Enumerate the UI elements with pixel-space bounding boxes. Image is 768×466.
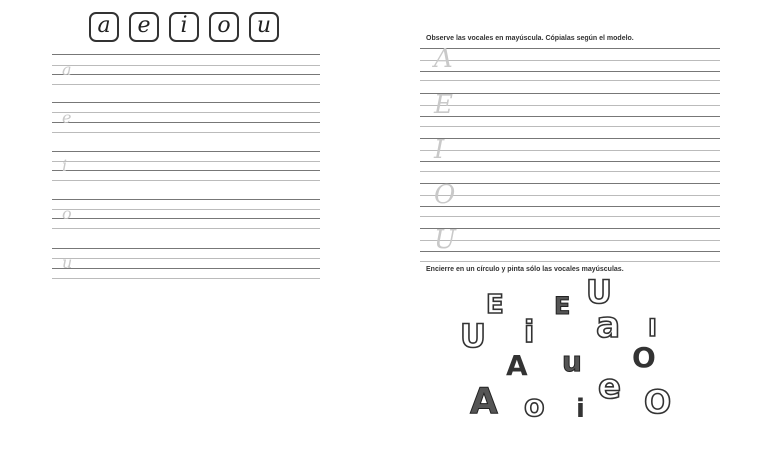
writing-line bbox=[52, 151, 320, 152]
trace-letter-U: U bbox=[434, 225, 456, 255]
writing-line bbox=[52, 199, 320, 200]
scatter-letter-O: O bbox=[644, 383, 672, 421]
vowel-box-e: e bbox=[129, 12, 159, 42]
scatter-letter-A: A bbox=[506, 349, 528, 382]
writing-line bbox=[52, 132, 320, 133]
scatter-letter-E: E bbox=[554, 292, 571, 320]
writing-line bbox=[420, 138, 720, 139]
vowel-box-i: i bbox=[169, 12, 199, 42]
writing-line bbox=[420, 216, 720, 217]
writing-line bbox=[420, 161, 720, 162]
copy-instruction: Observe las vocales en mayúscula. Cópialas según el modelo. bbox=[426, 35, 634, 42]
writing-line bbox=[420, 195, 720, 196]
scatter-letter-A: A bbox=[470, 381, 498, 422]
writing-line bbox=[52, 84, 320, 85]
writing-line bbox=[52, 268, 320, 269]
writing-line bbox=[420, 183, 720, 184]
writing-line bbox=[420, 171, 720, 172]
writing-line bbox=[52, 161, 320, 162]
left-worksheet bbox=[52, 8, 320, 288]
writing-line bbox=[420, 150, 720, 151]
scatter-letter-E: E bbox=[486, 290, 504, 320]
writing-line bbox=[420, 105, 720, 106]
writing-line bbox=[52, 102, 320, 103]
writing-line bbox=[420, 48, 720, 49]
writing-line bbox=[52, 112, 320, 113]
writing-line bbox=[420, 116, 720, 117]
scatter-letter-U: U bbox=[586, 273, 612, 311]
scatter-letter-i: i bbox=[524, 315, 535, 350]
vowel-box-a: a bbox=[89, 12, 119, 42]
scatter-letter-a: a bbox=[596, 305, 621, 346]
writing-line bbox=[52, 74, 320, 75]
writing-line bbox=[52, 54, 320, 55]
trace-letter-e: e bbox=[62, 108, 72, 127]
scatter-letter-o: o bbox=[524, 389, 545, 424]
trace-letter-I: I bbox=[434, 135, 445, 165]
writing-line bbox=[52, 258, 320, 259]
writing-line bbox=[52, 248, 320, 249]
trace-letter-i: i bbox=[62, 156, 68, 175]
writing-line bbox=[420, 261, 720, 262]
circle-instruction: Encierre en un círculo y pinta sólo las vocales mayúsculas. bbox=[426, 266, 624, 273]
writing-line bbox=[52, 278, 320, 279]
trace-letter-a: a bbox=[62, 60, 72, 79]
writing-line bbox=[420, 93, 720, 94]
scatter-letter-u: u bbox=[562, 345, 582, 378]
scatter-letter-u: U bbox=[460, 317, 486, 355]
writing-line bbox=[420, 60, 720, 61]
writing-line bbox=[52, 218, 320, 219]
vowel-box-o: o bbox=[209, 12, 239, 42]
scatter-letter-O: O bbox=[632, 341, 656, 374]
right-worksheet bbox=[420, 30, 720, 430]
trace-letter-A: A bbox=[434, 44, 453, 74]
writing-line bbox=[52, 122, 320, 123]
trace-letter-E: E bbox=[434, 90, 453, 120]
scatter-letter-e: e bbox=[598, 367, 622, 407]
scatter-letter-i: i bbox=[576, 394, 585, 424]
writing-line bbox=[420, 206, 720, 207]
writing-line bbox=[420, 240, 720, 241]
writing-line bbox=[420, 228, 720, 229]
writing-line bbox=[52, 209, 320, 210]
trace-letter-O: O bbox=[434, 180, 456, 210]
writing-line bbox=[52, 180, 320, 181]
vowel-box-u: u bbox=[249, 12, 279, 42]
writing-line bbox=[52, 65, 320, 66]
writing-line bbox=[420, 126, 720, 127]
writing-line bbox=[420, 71, 720, 72]
writing-line bbox=[52, 170, 320, 171]
writing-line bbox=[52, 228, 320, 229]
trace-letter-o: o bbox=[62, 204, 72, 223]
writing-line bbox=[420, 80, 720, 81]
scatter-letter-I: I bbox=[648, 314, 657, 342]
trace-letter-u: u bbox=[62, 253, 73, 272]
writing-line bbox=[420, 251, 720, 252]
